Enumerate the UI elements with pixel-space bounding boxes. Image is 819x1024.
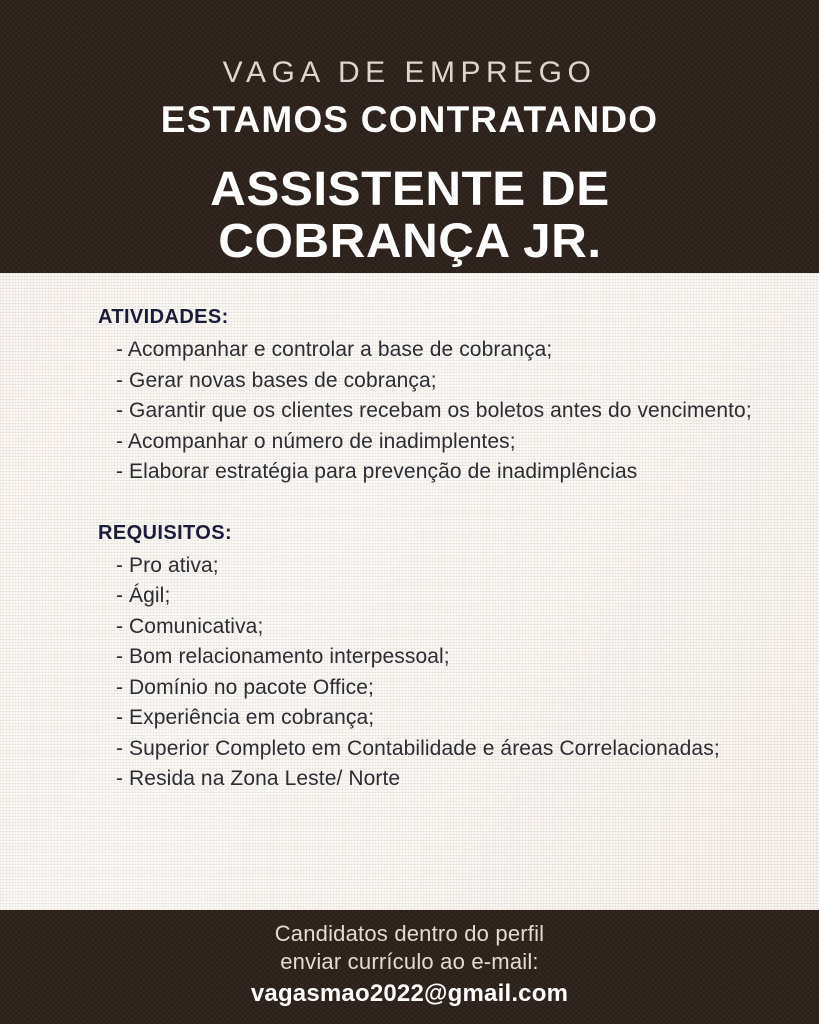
poster-footer (0, 910, 819, 1024)
list-item: - Superior Completo em Contabilidade e áreas Correlacionadas; (116, 736, 720, 760)
job-title-line-2: COBRANÇA JR. (217, 214, 602, 268)
requirements-section (98, 522, 759, 795)
footer-line-2: enviar currículo ao e-mail: (280, 949, 539, 974)
list-item: - Garantir que os clientes recebam os boletos antes do vencimento; (116, 399, 752, 422)
poster-header (0, 0, 819, 273)
contact-email[interactable]: vagasmao2022@gmail.com (250, 980, 569, 1007)
footer-line-1: Candidatos dentro do perfil (274, 921, 545, 946)
list-item: - Experiência em cobrança; (116, 706, 375, 729)
kicker-text: VAGA DE EMPREGO (222, 56, 597, 89)
list-item: - Bom relacionamento interpessoal; (116, 645, 450, 668)
job-title-line-1: ASSISTENTE DE (209, 163, 610, 216)
poster-body (0, 273, 819, 910)
list-item: - Gerar novas bases de cobrança; (116, 368, 437, 392)
list-item: - Comunicativa; (116, 614, 264, 638)
activities-section (98, 306, 759, 488)
list-item: - Ágil; (116, 584, 171, 607)
list-item: - Resida na Zona Leste/ Norte (116, 767, 401, 790)
list-item: - Acompanhar o número de inadimplentes; (116, 429, 516, 453)
headline-text: ESTAMOS CONTRATANDO (160, 99, 659, 140)
activities-title: ATIVIDADES: (98, 306, 229, 328)
job-title (210, 164, 610, 268)
list-item: - Elaborar estratégia para prevenção de inadimplências (116, 460, 638, 483)
section-spacer (98, 488, 759, 522)
list-item: - Acompanhar e controlar a base de cobrança; (116, 338, 553, 361)
list-item: - Pro ativa; (116, 553, 219, 577)
requirements-title: REQUISITOS: (98, 521, 233, 544)
list-item: - Domínio no pacote Office; (116, 675, 374, 699)
